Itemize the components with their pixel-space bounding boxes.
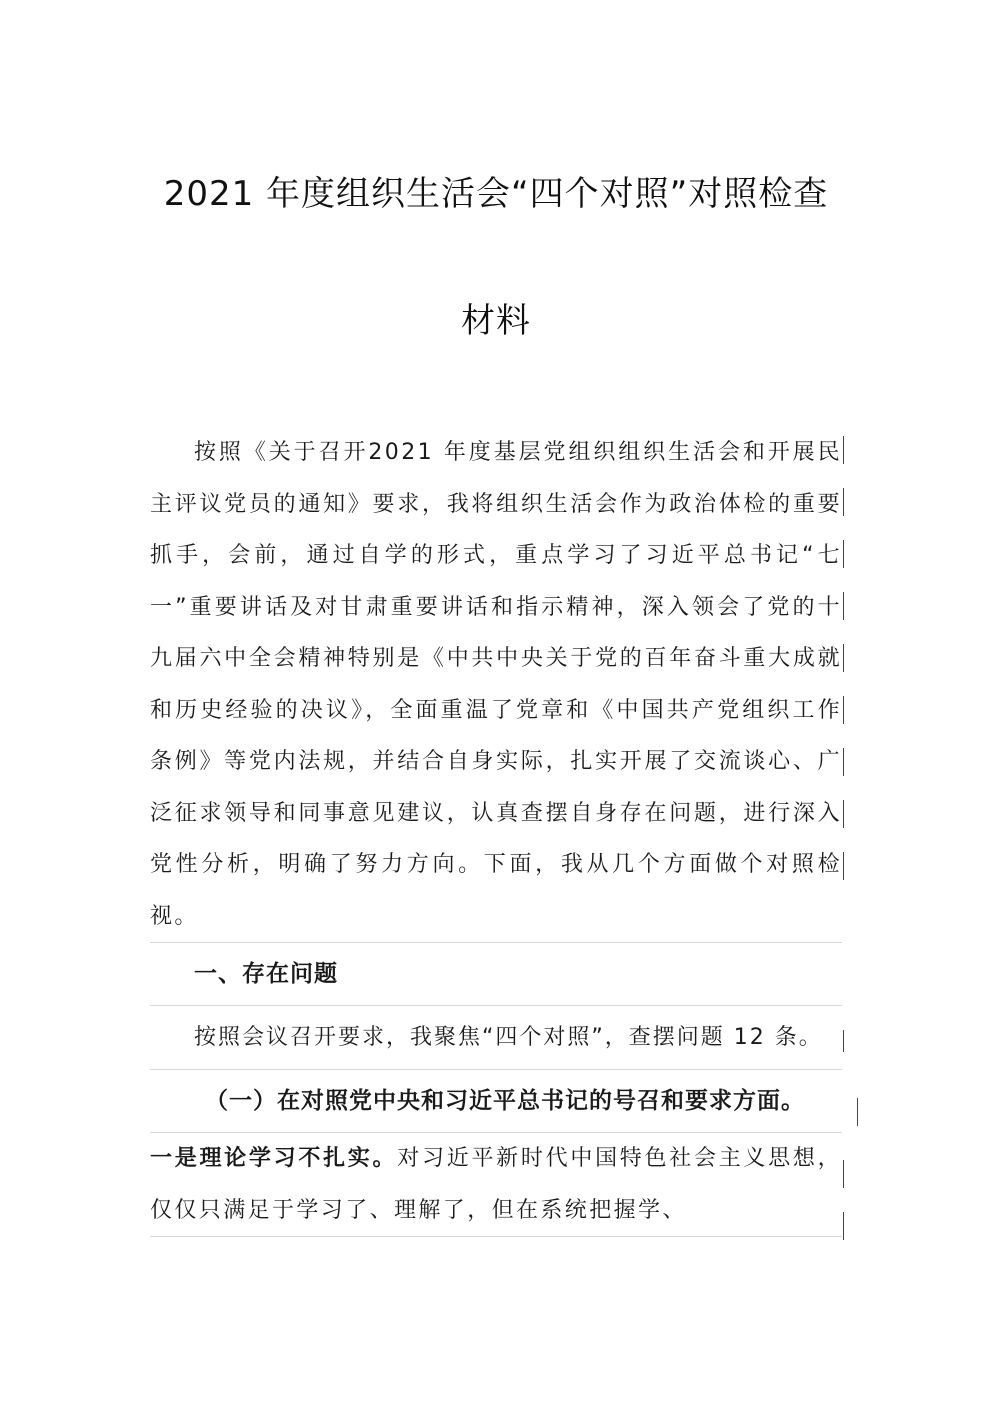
margin-mark [843,1160,844,1188]
point-1-lead: 一是理论学习不扎实。 [150,1146,398,1171]
margin-mark [843,696,844,724]
document-title-line-2: 材料 [461,301,531,341]
margin-mark [843,852,844,880]
margin-mark [843,592,844,620]
intro-paragraph: 按照《关于召开2021 年度基层党组织组织生活会和开展民主评议党员的通知》要求，我将组织生活会作为政治体检的重要抓手，会前，通过自学的形式，重点学习了习近平总书记“七一”重要讲话及对甘肃重要讲话和指示精神，深入领会了党的十九届六中全会精神特别是《中共中央关于党的百年奋斗重大成就和历史经验的决议》，全面重温了党章和《中国共产党组织工作条例》等党内法规，并结合自身实际，扎实开展了交流谈心、广泛征求领导和同事意见建议，认真查摆自身存在问题，进行深入党性分析，明确了努力方向。下面，我从几个方面做个对照检视。 [150,440,842,929]
margin-mark [843,1212,844,1240]
margin-mark [843,488,844,516]
margin-mark [843,748,844,776]
document-body [150,427,842,1237]
section-heading-problems: 一、存在问题 [194,961,338,987]
divider [150,1236,842,1237]
margin-mark [843,436,844,464]
margin-mark [843,1030,844,1052]
subsection-heading-1: （一）在对照党中央和习近平总书记的号召和要求方面。 [205,1088,805,1114]
document-title-line-1: 2021 年度组织生活会“四个对照”对照检查 [163,174,829,214]
margin-mark [857,1098,858,1126]
margin-mark [843,800,844,828]
point-1-text: 对习近平新时代中国特色社会主义思想，仅仅只满足于学习了、理解了，但在系统把握学、 [150,1146,842,1223]
margin-mark [843,644,844,672]
section-summary-line: 按照会议召开要求，我聚焦“四个对照”，查摆问题 12 条。 [194,1025,823,1050]
margin-mark [843,540,844,568]
point-1-paragraph [150,1133,842,1236]
